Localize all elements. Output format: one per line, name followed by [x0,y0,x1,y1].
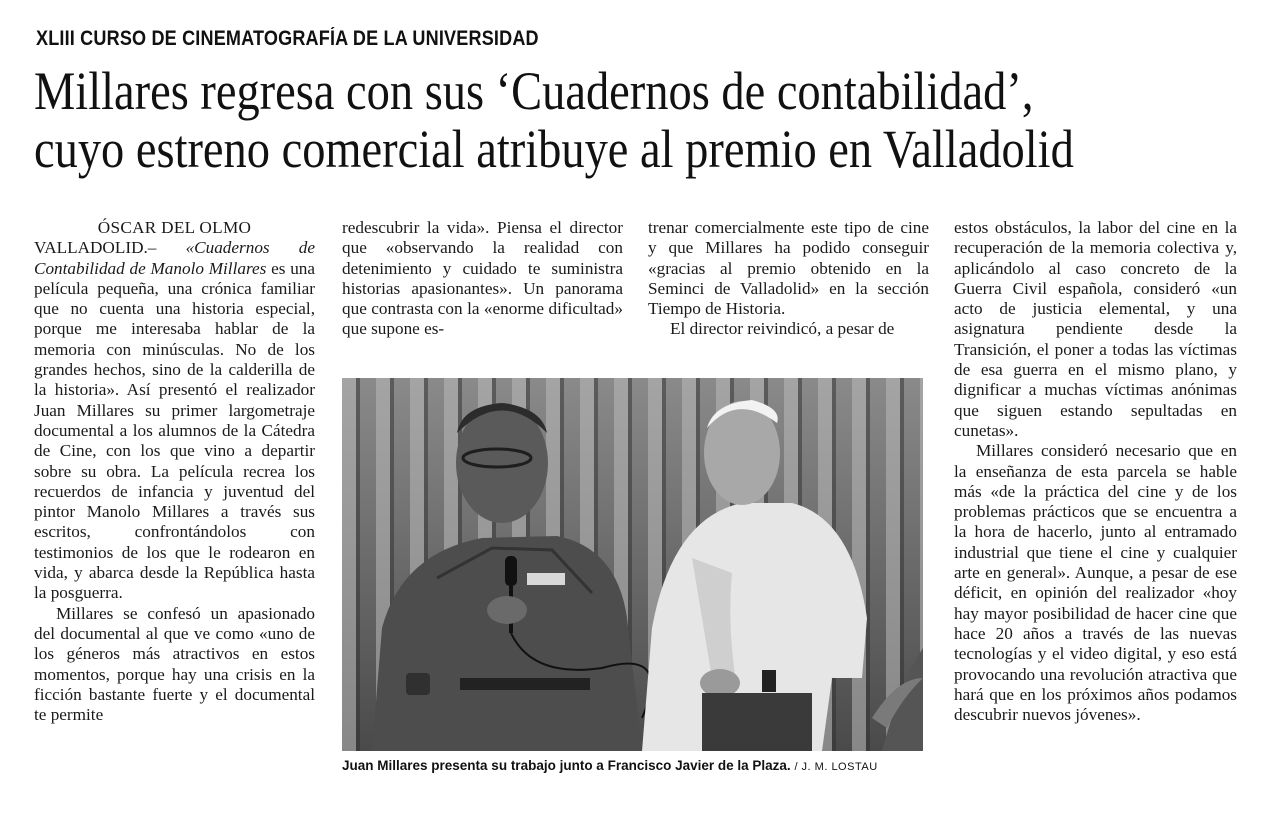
news-photo [342,378,923,751]
paragraph-7: Millares consideró necesario que en la enseñanza de esta parcela se hable más «de la práctica del cine y de los problemas prácticos que se encuentra a la hora de hacerlo, junto al entramado industrial que tiene el cine y cualquier arte en general». Aunque, a pesar de ese déficit, en opinión del realizador «hoy hay mayor posibilidad de hacer cine que hace 20 años a través de las nuevas tecnologías y el video digital, y eso está provocando una revolución atractiva que hará que en los próximos años podamos descubrir nuevos jóvenes». [954,441,1237,725]
headline-line-1: Millares regresa con sus ‘Cuadernos de contabilidad’, [34,61,1034,121]
dateline: VALLADOLID.– [34,238,157,258]
column-3 [648,218,929,340]
lead-quote: «Cuadernos de Contabilidad de Manolo Millares [34,238,315,278]
paragraph-5: El director reivindicó, a pesar de [670,319,895,339]
caption-text: Juan Millares presenta su trabajo junto a Francisco Javier de la Plaza. [342,758,791,773]
photo-caption [342,758,923,773]
paragraph-1: es una película pequeña, una crónica familiar que no cuenta una historia especial, porque me interesaba hablar de la memoria con minúsculas. No de los grandes hechos, sino de la calderilla de la historia». Así presentó el realizador Juan Millares su primer largometraje documental a los alumnos de la Cátedra de Cine, con los que vino a departir sobre su obra. La película recrea los recuerdos de infancia y juventud del pintor Manolo Millares a través sus escritos, confrontándolos con testimonios de los que le rodearon en vida, y abarca desde la República hasta la posguerra. [34,258,316,603]
headline [34,62,1074,178]
section-tag: XLIII CURSO DE CINEMATOGRAFÍA DE LA UNIVERSIDAD [36,27,539,50]
column-4 [954,218,1237,725]
lead-paragraph [34,238,315,603]
paragraph-4: trenar comercialmente este tipo de cine y que Millares ha podido conseguir «gracias al premio obtenido en la Seminci de Valladolid» en la sección Tiempo de Historia. [648,218,929,319]
photo-illustration [342,378,923,751]
column-2 [342,218,623,340]
byline: ÓSCAR DEL OLMO [97,218,252,237]
photo-credit: / J. M. LOSTAU [794,761,878,773]
headline-line-2: cuyo estreno comercial atribuye al premio en Valladolid [34,119,1074,179]
paragraph-2: Millares se confesó un apasionado del documental al que ve como «uno de los géneros más atractivos en estos momentos, porque hay una crisis en la ficción bastante fuerte y el documental te permite [34,603,315,725]
paragraph-6: estos obstáculos, la labor del cine en la recuperación de la memoria colectiva y, aplicándolo al caso concreto de la Guerra Civil española, consideró «un acto de justicia elemental, y una asignatura pendiente desde la Transición, el poner a todas las víctimas de esa guerra en el mismo plano, y dignificar a muchas víctimas anónimas que siguen estando sepultadas en cunetas». [954,218,1237,440]
paragraph-3: redescubrir la vida». Piensa el director que «observando la realidad con detenimiento y cuidado te suministra historias apasionantes». Un panorama que contrasta con la «enorme dificultad» que supone es- [342,218,623,339]
column-1 [34,218,315,725]
